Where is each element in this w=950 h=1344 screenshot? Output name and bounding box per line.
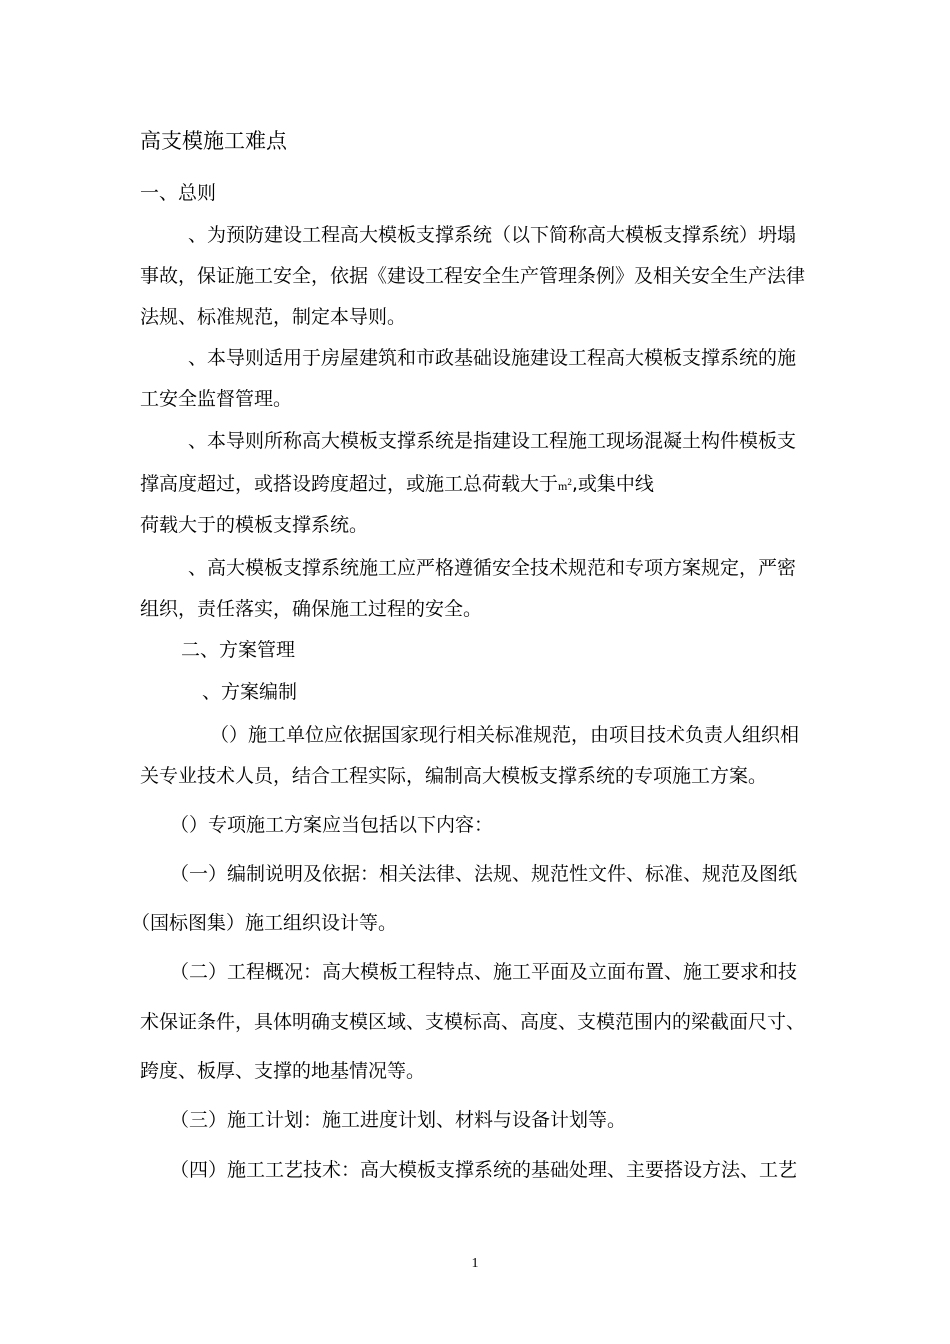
subsection-heading-plan-preparation: 、方案编制	[202, 681, 298, 703]
paragraph-1-line-3: 法规、标准规范，制定本导则。	[140, 306, 407, 328]
item-2-line-2: 术保证条件，具体明确支模区域、支模标高、高度、支模范围内的梁截面尺寸、	[140, 1011, 806, 1033]
paragraph-5-line-2: 关专业技术人员，结合工程实际，编制高大模板支撑系统的专项施工方案。	[140, 765, 768, 787]
paragraph-1-line-2: 事故，保证施工安全，依据《建设工程安全生产管理条例》及相关安全生产法律	[140, 265, 806, 287]
item-2-line-1: （二）工程概况：高大模板工程特点、施工平面及立面布置、施工要求和技	[170, 961, 798, 983]
paragraph-2-line-2: 工安全监督管理。	[140, 388, 293, 410]
unit-exponent: 2	[567, 477, 572, 487]
item-4-line-1: （四）施工工艺技术：高大模板支撑系统的基础处理、主要搭设方法、工艺	[170, 1159, 798, 1181]
section-heading-plan-management: 二、方案管理	[181, 639, 296, 661]
paragraph-4-line-2: 组织，责任落实，确保施工过程的安全。	[140, 598, 483, 620]
item-3-line-1: （三）施工计划：施工进度计划、材料与设备计划等。	[170, 1109, 627, 1131]
paragraph-3-line-1: 、本导则所称高大模板支撑系统是指建设工程施工现场混凝土构件模板支	[188, 430, 797, 452]
section-heading-general: 一、总则	[140, 182, 217, 204]
page-number: 1	[471, 1256, 479, 1271]
paragraph-6-line-1: （）专项施工方案应当包括以下内容：	[170, 814, 494, 836]
paragraph-1-line-1: 、为预防建设工程高大模板支撑系统（以下简称高大模板支撑系统）坍塌	[188, 224, 797, 246]
item-1-line-1: （一）编制说明及依据：相关法律、法规、规范性文件、标准、规范及图纸	[170, 863, 798, 885]
paragraph-4-line-1: 、高大模板支撑系统施工应严格遵循安全技术规范和专项方案规定，严密	[188, 557, 797, 579]
paragraph-3-line-3: 荷载大于的模板支撑系统。	[140, 514, 369, 536]
unit-symbol: m	[558, 479, 568, 493]
paragraph-3-line-2-text-b: ,或集中线	[571, 473, 654, 495]
paragraph-5-line-1: （）施工单位应依据国家现行相关标准规范，由项目技术负责人组织相	[210, 724, 800, 746]
paragraph-2-line-1: 、本导则适用于房屋建筑和市政基础设施建设工程高大模板支撑系统的施	[188, 347, 797, 369]
paragraph-3-line-2-text-a: 撑高度超过，或搭设跨度超过，或施工总荷载大于	[140, 473, 559, 495]
unit-square-meter	[558, 479, 572, 493]
document-title: 高支模施工难点	[140, 129, 287, 153]
paragraph-3-line-2	[140, 470, 654, 498]
item-2-line-3: 跨度、板厚、支撑的地基情况等。	[140, 1060, 426, 1082]
item-1-line-2: （国标图集）施工组织设计等。	[131, 912, 398, 934]
